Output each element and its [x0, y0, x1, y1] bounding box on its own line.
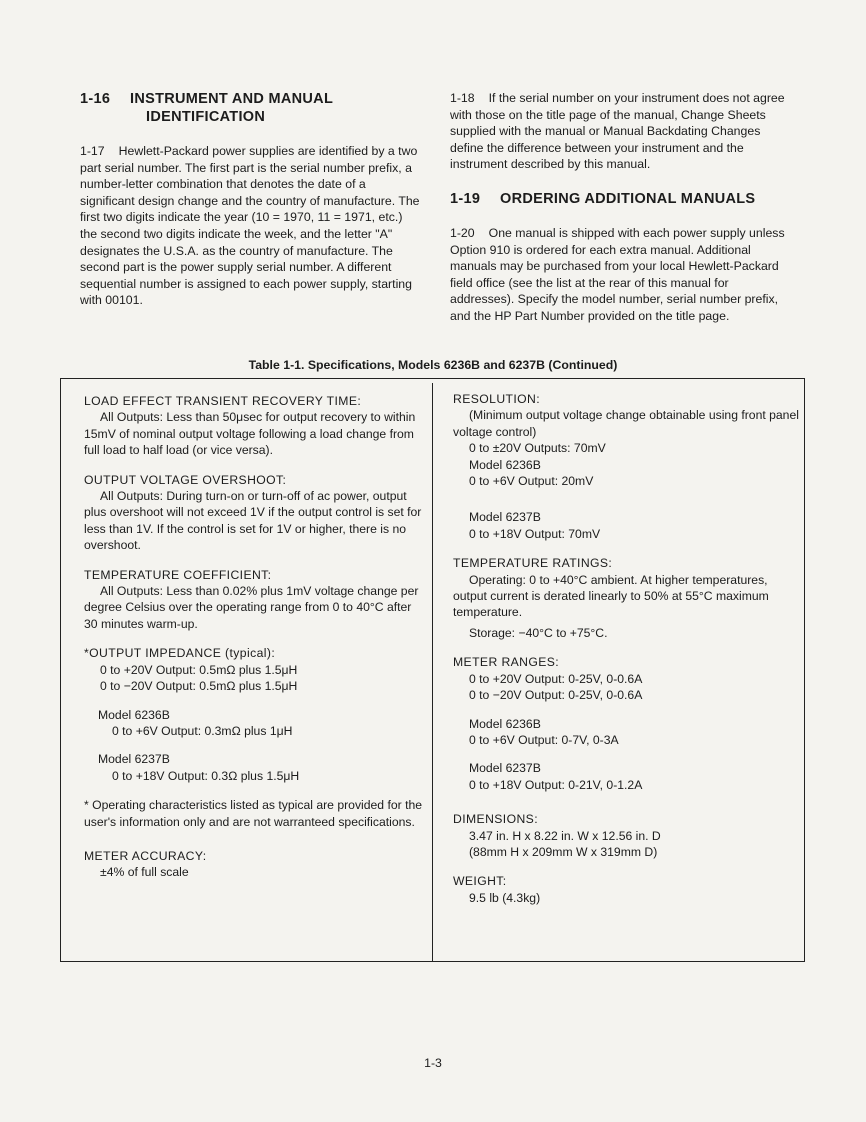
spec-text: All Outputs: During turn-on or turn-off of ac power, output plus overshoot will not exceed 1V if the output control is set for less than 1V. If the control is set for 1V or higher, there is no overshoot.: [84, 489, 422, 553]
right-column: [450, 90, 795, 325]
spec-line: ±4% of full scale: [100, 865, 189, 880]
spec-heading: WEIGHT:: [453, 874, 507, 889]
spec-line: 0 to +18V Output: 0-21V, 0-1.2A: [469, 777, 643, 792]
spec-model: Model 6236B: [98, 707, 170, 722]
spec-line: Storage: −40°C to +75°C.: [469, 625, 608, 640]
paragraph-number: 1-20: [450, 225, 475, 240]
spec-line: 3.47 in. H x 8.22 in. W x 12.56 in. D: [469, 828, 661, 843]
paragraph-number: 1-17: [80, 144, 105, 158]
spec-line: 0 to +6V Output: 20mV: [469, 474, 594, 489]
spec-heading: DIMENSIONS:: [453, 812, 538, 827]
paragraph-text: If the serial number on your instrument does not agree with those on the title page of the manual, Change Sheets supplied with the manual or Manual Backdating Changes define the difference between your instrument and the instrument described by this manual.: [450, 91, 785, 172]
spec-text: All Outputs: Less than 0.02% plus 1mV voltage change per degree Celsius over the operating range from 0 to 40°C after 30 minutes warm-up.: [84, 584, 419, 631]
spec-heading: TEMPERATURE RATINGS:: [453, 556, 613, 571]
section-title-line2: IDENTIFICATION: [146, 109, 266, 125]
spec-table-right: [453, 391, 803, 919]
spec-heading: LOAD EFFECT TRANSIENT RECOVERY TIME:: [84, 394, 362, 408]
spec-line: 0 to −20V Output: 0.5mΩ plus 1.5μH: [100, 679, 298, 694]
spec-line: (88mm H x 209mm W x 319mm D): [469, 844, 658, 859]
spec-line: 0 to +6V Output: 0-7V, 0-3A: [469, 732, 619, 747]
spec-line: 0 to +18V Output: 70mV: [469, 526, 601, 541]
spec-dimensions: [453, 811, 803, 860]
section-title-line1: INSTRUMENT AND MANUAL: [130, 91, 334, 107]
spec-meter-ranges: [453, 654, 803, 793]
section-number: 1-19: [450, 190, 481, 207]
spec-model: Model 6237B: [98, 752, 170, 767]
paragraph-1-17: [80, 143, 420, 309]
spec-line: 9.5 lb (4.3kg): [469, 890, 541, 905]
spec-model: Model 6237B: [469, 761, 541, 776]
spec-text: All Outputs: Less than 50μsec for output recovery to within 15mV of nominal output voltage following a load change from full load to half load (or vice versa).: [84, 410, 416, 458]
spec-line: 0 to +20V Output: 0-25V, 0-0.6A: [469, 671, 643, 686]
spec-table-divider: [432, 383, 433, 962]
spec-line: 0 to ±20V Outputs: 70mV: [469, 441, 606, 456]
spec-overshoot: [84, 472, 424, 554]
paragraph-1-18: [450, 90, 795, 173]
section-title: ORDERING ADDITIONAL MANUALS: [500, 190, 756, 207]
spec-meter-accuracy: [84, 848, 424, 881]
paragraph-number: 1-18: [450, 91, 475, 105]
spec-text: (Minimum output voltage change obtainable using front panel voltage control): [453, 408, 799, 439]
spec-resolution: [453, 391, 803, 542]
spec-heading: *OUTPUT IMPEDANCE (typical):: [84, 646, 276, 661]
left-column: [80, 90, 420, 309]
spec-footnote: * Operating characteristics listed as typical are provided for the user's information only and are not warranteed specifications.: [84, 798, 423, 829]
section-number: 1-16: [80, 91, 111, 107]
spec-load-effect: [84, 393, 424, 459]
spec-heading: TEMPERATURE COEFFICIENT:: [84, 567, 272, 582]
spec-impedance: [84, 645, 424, 784]
spec-line: 0 to +20V Output: 0.5mΩ plus 1.5μH: [100, 662, 298, 677]
spec-heading: RESOLUTION:: [453, 392, 541, 406]
spec-heading: METER ACCURACY:: [84, 848, 207, 863]
spec-table-left: [84, 393, 424, 894]
paragraph-text: One manual is shipped with each power supply unless Option 910 is ordered for each extra manual. Additional manuals may be purchased from your local Hewlett-Packard field office (see the list at the rear of this manual for addresses). Specify the model number, serial number prefix, and the HP Part Number provided on the title page.: [450, 225, 785, 323]
spec-line: 0 to +18V Output: 0.3Ω plus 1.5μH: [112, 768, 300, 783]
spec-model: Model 6237B: [469, 510, 541, 525]
spec-model: Model 6236B: [469, 716, 541, 731]
spec-weight: [453, 873, 803, 906]
table-caption: Table 1-1. Specifications, Models 6236B and 6237B (Continued): [248, 358, 618, 372]
section-heading-1-19: [450, 190, 795, 208]
spec-line: 0 to −20V Output: 0-25V, 0-0.6A: [469, 688, 643, 703]
spec-model: Model 6236B: [469, 457, 541, 472]
spec-temp-coeff: [84, 567, 424, 633]
spec-heading: OUTPUT VOLTAGE OVERSHOOT:: [84, 472, 287, 487]
paragraph-1-20: [450, 225, 795, 325]
spec-line: 0 to +6V Output: 0.3mΩ plus 1μH: [112, 723, 293, 738]
paragraph-text: Hewlett-Packard power supplies are identified by a two part serial number. The first part is the serial number prefix, a number-letter combination that denotes the date of a significant design change and the country of manufacture. The first two digits indicate the year (10 = 1970, 11 = 1971, etc.) the second two digits indicate the week, and the letter "A" designates the U.S.A. as the country of manufacture. The second part is the power supply serial number. A different sequential number is assigned to each power supply, starting with 00101.: [80, 144, 420, 308]
page-number: 1-3: [424, 1056, 442, 1070]
spec-heading: METER RANGES:: [453, 655, 560, 670]
spec-text: Operating: 0 to +40°C ambient. At higher temperatures, output current is derated linearly to 50% at 55°C maximum temperature.: [453, 572, 769, 620]
spec-temp-ratings: [453, 555, 803, 641]
section-heading-1-16: [80, 90, 420, 126]
